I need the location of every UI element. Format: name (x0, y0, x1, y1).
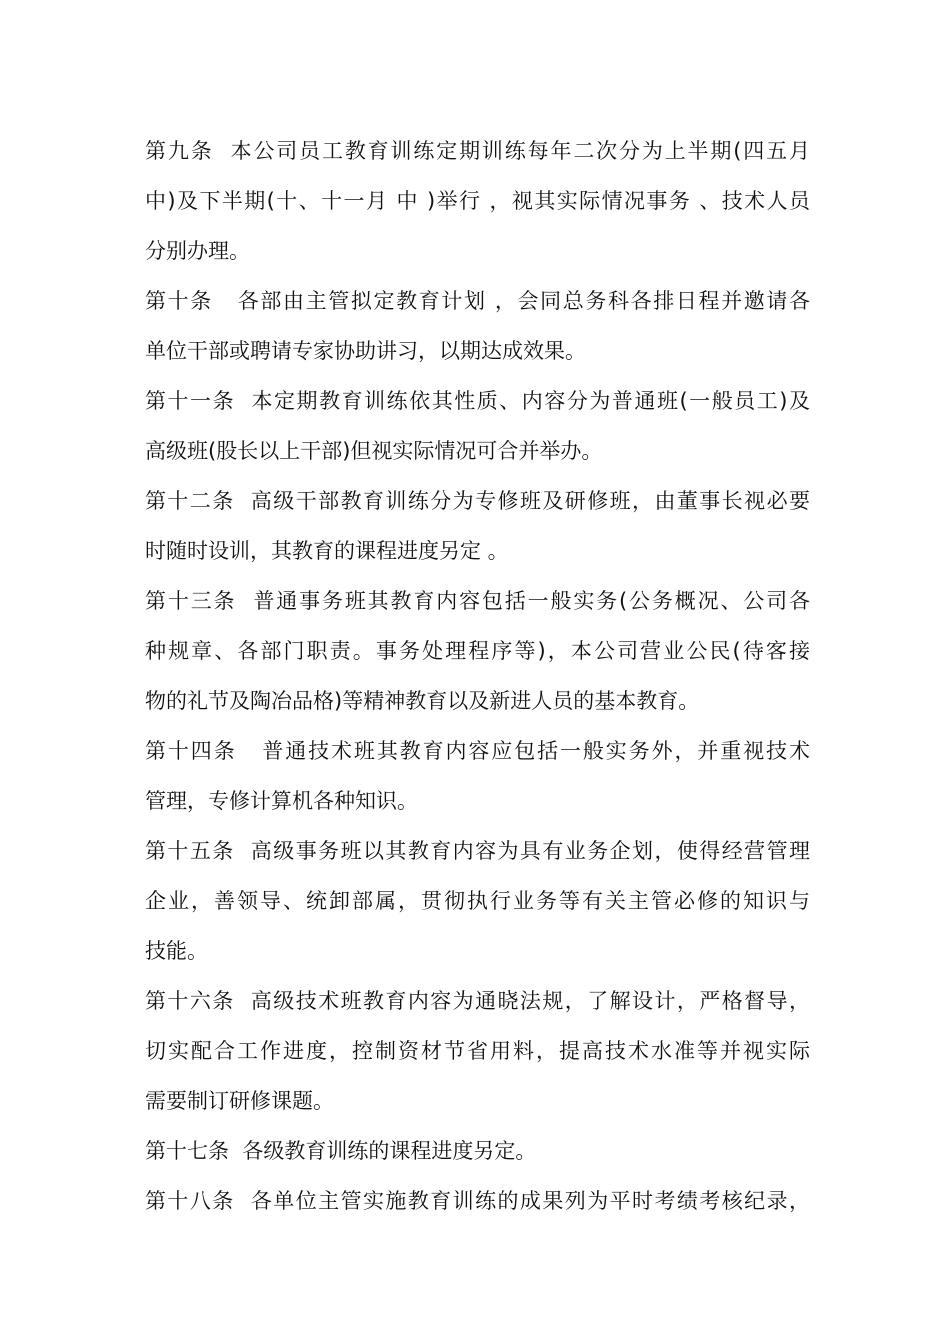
text-line: 第十六条 高级技术班教育内容为通晓法规，了解设计，严格督导， (145, 989, 810, 1013)
text-line: 物的礼节及陶冶品格)等精神教育以及新进人员的基本教育。 (145, 689, 700, 713)
text-line: 第十四条 普通技术班其教育内容应包括一般实务外，并重视技术 (145, 739, 810, 763)
text-line: 第十五条 高级事务班以其教育内容为具有业务企划，使得经营管理 (145, 839, 810, 863)
text-line: 需要制订研修课题。 (145, 1089, 334, 1113)
text-line: 种规章、各部门职责。事务处理程序等)，本公司营业公民(待客接 (145, 639, 810, 663)
article-14 (145, 726, 810, 826)
article-15 (145, 826, 810, 976)
article-13 (145, 576, 810, 726)
text-line: 管理，专修计算机各种知识。 (145, 789, 418, 813)
text-line: 第九条 本公司员工教育训练定期训练每年二次分为上半期(四五月 (145, 139, 810, 163)
article-18 (145, 1176, 810, 1226)
text-line: 单位干部或聘请专家协助讲习，以期达成效果。 (145, 339, 586, 363)
text-line: 第十条 各部由主管拟定教育计划 ，会同总务科各排日程并邀请各 (145, 289, 810, 313)
text-line: 第十三条 普通事务班其教育内容包括一般实务(公务概况、公司各 (145, 589, 810, 613)
article-9 (145, 126, 810, 276)
article-12 (145, 476, 810, 576)
text-line: 中)及下半期(十、十一月 中 )举行 ，视其实际情况事务 、技术人员 (145, 189, 810, 213)
text-line: 分别办理。 (145, 239, 250, 263)
text-line: 第十七条 各级教育训练的课程进度另定。 (145, 1139, 537, 1163)
text-line: 第十一条 本定期教育训练依其性质、内容分为普通班(一般员工)及 (145, 389, 810, 413)
article-10 (145, 276, 810, 376)
text-line: 企业，善领导、统卸部属，贯彻执行业务等有关主管必修的知识与 (145, 889, 810, 913)
text-line: 切实配合工作进度，控制资材节省用料，提高技术水准等并视实际 (145, 1039, 810, 1063)
article-17 (145, 1126, 810, 1176)
article-16 (145, 976, 810, 1126)
text-line: 技能。 (145, 939, 208, 963)
text-line: 高级班(股长以上干部)但视实际情况可合并举办。 (145, 439, 603, 463)
article-11 (145, 376, 810, 476)
text-line: 第十二条 高级干部教育训练分为专修班及研修班，由董事长视必要 (145, 489, 810, 513)
text-line: 第十八条 各单位主管实施教育训练的成果列为平时考绩考核纪录， (145, 1189, 810, 1213)
document-body (145, 126, 810, 1226)
text-line: 时随时设训，其教育的课程进度另定 。 (145, 539, 509, 563)
